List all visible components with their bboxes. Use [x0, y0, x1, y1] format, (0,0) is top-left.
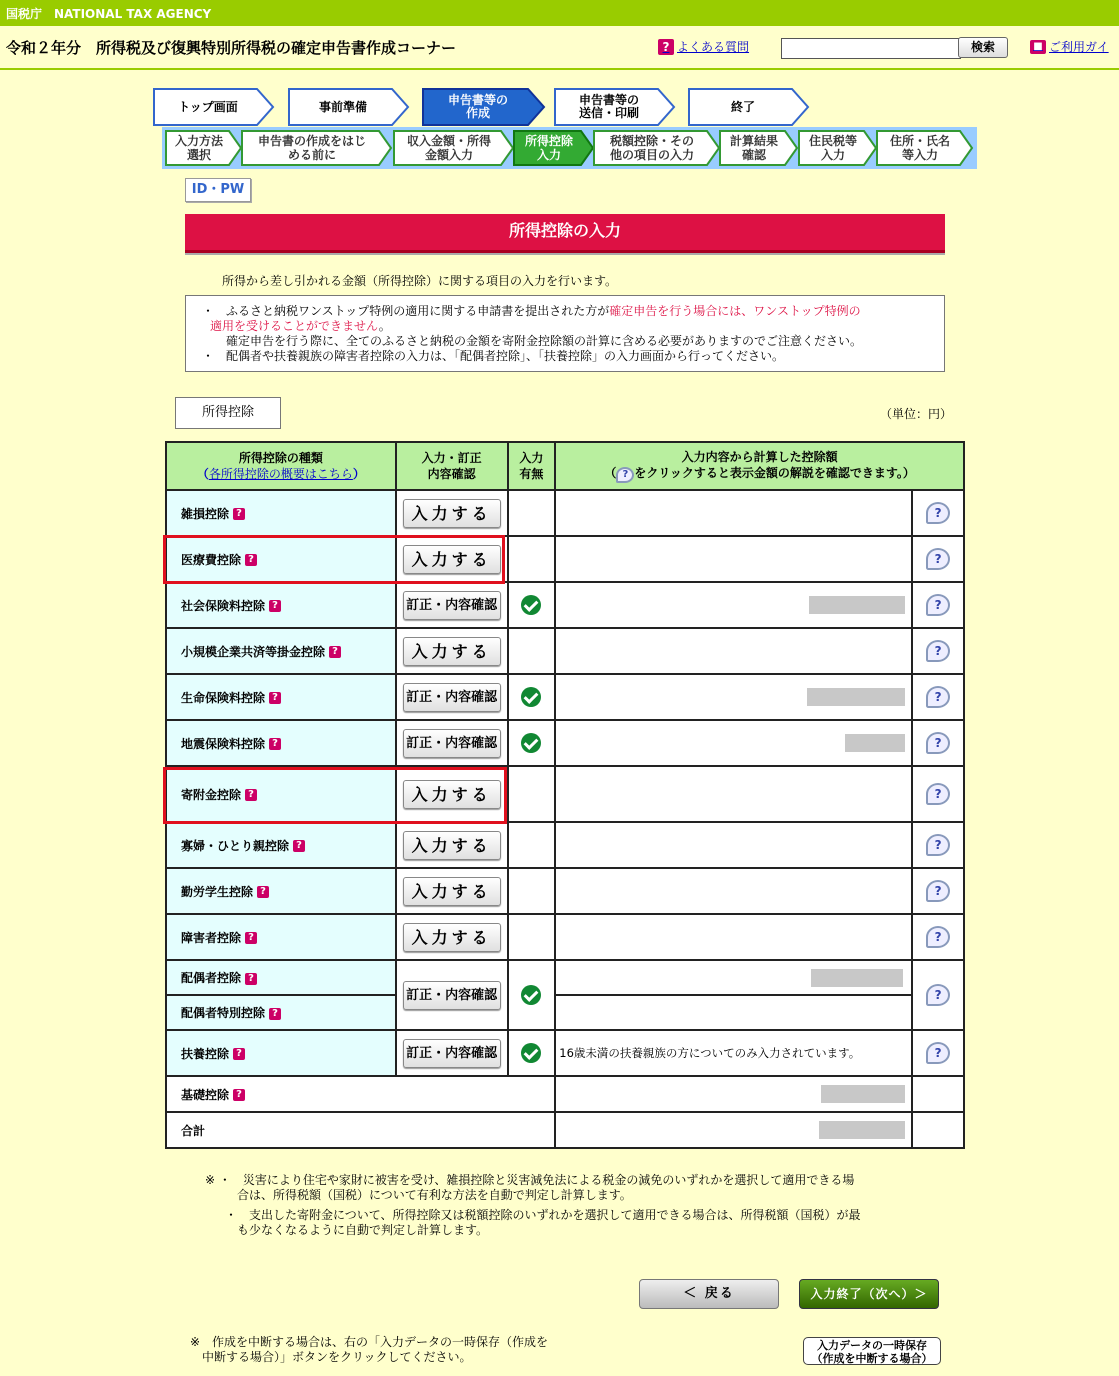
step-label: 申告書等の 送信・印刷	[578, 93, 639, 120]
table-row	[166, 1112, 964, 1148]
step-label: 終了	[730, 99, 755, 114]
row-name: 小規模企業共済等掛金控除 ?	[166, 628, 396, 674]
check-icon	[521, 733, 541, 753]
substep-method: 入力方法 選択	[165, 130, 243, 166]
amount-help-icon[interactable]: ?	[926, 880, 950, 902]
input-button[interactable]: 入力する	[403, 923, 501, 952]
check-icon	[521, 687, 541, 707]
help-icon[interactable]: ?	[293, 840, 305, 852]
substep-before: 申告書の作成をはじ める前に	[241, 130, 393, 166]
input-button[interactable]: 入力する	[403, 637, 501, 666]
step-end	[688, 88, 810, 126]
overview-link[interactable]: 各所得控除の概要はこちら	[208, 467, 353, 481]
row-name: 障害者控除 ?	[166, 914, 396, 960]
back-button[interactable]: ＜ 戻る	[639, 1279, 779, 1309]
step-prep	[288, 88, 410, 126]
highlight-medical	[163, 535, 505, 584]
notice-line: 適用を受けることができません。	[210, 319, 391, 333]
table-row	[166, 822, 964, 868]
table-row	[166, 490, 964, 536]
help-icon[interactable]: ?	[233, 508, 245, 520]
table-row	[166, 720, 964, 766]
input-button[interactable]: 入力する	[403, 499, 501, 528]
row-name: 配偶者控除 ?	[166, 960, 396, 995]
amount-help-icon[interactable]: ?	[926, 783, 950, 805]
guide-label: ご利用ガイ	[1049, 40, 1109, 54]
faq-link[interactable]	[658, 38, 749, 55]
row-name: 基礎控除 ?	[166, 1076, 555, 1112]
highlight-donation	[163, 767, 507, 824]
agency-name: 国税庁 NATIONAL TAX AGENCY	[6, 7, 212, 21]
correct-button[interactable]: 訂正・内容確認	[403, 729, 501, 758]
usage-guide-link[interactable]	[1030, 38, 1109, 55]
check-icon	[521, 595, 541, 615]
dependent-note: 16歳未満の扶養親族の方についてのみ入力されています。	[555, 1030, 912, 1076]
step-label: 申告書等の 作成	[447, 93, 508, 120]
correct-button[interactable]: 訂正・内容確認	[403, 683, 501, 712]
redacted-amount	[807, 688, 905, 706]
substep-deduction: 所得控除 入力	[513, 130, 595, 166]
col-header-status: 入力 有無	[508, 442, 556, 490]
question-icon: ?	[658, 39, 674, 55]
row-name: 寄附金控除 ?	[166, 766, 396, 822]
input-button[interactable]: 入力する	[403, 877, 501, 906]
help-icon[interactable]: ?	[245, 932, 257, 944]
help-icon[interactable]: ?	[269, 692, 281, 704]
step-label: トップ画面	[178, 99, 238, 114]
help-icon[interactable]: ?	[245, 554, 257, 566]
notice-line: 確定申告を行う際に、全てのふるさと納税の金額を寄附金控除額の計算に含める必要がありますのでご注意ください。	[226, 334, 863, 348]
input-button[interactable]: 入力する	[403, 780, 501, 809]
row-name: 生命保険料控除 ?	[166, 674, 396, 720]
input-button[interactable]: 入力する	[403, 831, 501, 860]
row-name: 社会保険料控除 ?	[166, 582, 396, 628]
help-icon[interactable]: ?	[269, 1008, 281, 1020]
help-icon[interactable]: ?	[257, 886, 269, 898]
id-pw-button[interactable]: ID・PW	[185, 178, 251, 202]
search-button[interactable]: 検索	[958, 37, 1008, 58]
next-button[interactable]: 入力終了（次へ）＞	[799, 1279, 939, 1309]
help-icon[interactable]: ?	[269, 600, 281, 612]
table-row	[166, 1030, 964, 1076]
title-bar	[0, 26, 1119, 70]
table-header-row	[166, 442, 964, 490]
row-name: 配偶者特別控除 ?	[166, 995, 396, 1030]
row-name: 勤労学生控除 ?	[166, 868, 396, 914]
table-row	[166, 1076, 964, 1112]
correct-button[interactable]: 訂正・内容確認	[403, 981, 501, 1010]
redacted-amount	[821, 1085, 905, 1103]
col-header-amount: 入力内容から計算した控除額 （ ? をクリックすると表示金額の解説を確認できます。）	[555, 442, 964, 490]
amount-help-icon[interactable]: ?	[926, 640, 950, 662]
table-row	[166, 582, 964, 628]
substep-income: 収入金額・所得 金額入力	[393, 130, 515, 166]
help-icon[interactable]: ?	[245, 789, 257, 801]
step-send	[554, 88, 676, 126]
redacted-amount	[809, 596, 905, 614]
help-icon[interactable]: ?	[233, 1048, 245, 1060]
help-icon[interactable]: ?	[329, 646, 341, 658]
step-top	[153, 88, 275, 126]
section-heading: 所得控除の入力	[185, 214, 945, 253]
book-icon: ■	[1030, 40, 1046, 54]
help-icon[interactable]: ?	[233, 1089, 245, 1101]
input-button[interactable]: 入力する	[403, 545, 501, 574]
table-row	[166, 914, 964, 960]
row-name: 合計	[166, 1112, 555, 1148]
notice-line: ・ ふるさと納税ワンストップ特例の適用に関する申請書を提出された方が確定申告を行う場合には、ワンストップ特例の	[202, 304, 861, 318]
heading-underline	[185, 253, 945, 255]
redacted-amount	[845, 734, 905, 752]
notice-line: ・ 配偶者や扶養親族の障害者控除の入力は、「配偶者控除」、「扶養控除」の入力画面から行ってください。	[202, 349, 785, 363]
help-bubble-icon: ?	[616, 467, 634, 483]
correct-button[interactable]: 訂正・内容確認	[403, 591, 501, 620]
row-name: 扶養控除 ?	[166, 1030, 396, 1076]
redacted-amount	[819, 1121, 905, 1139]
check-icon	[521, 1043, 541, 1063]
amount-help-icon[interactable]: ?	[926, 548, 950, 570]
substep-result: 計算結果 確認	[719, 130, 799, 166]
substep-address: 住所・氏名 等入力	[876, 130, 974, 166]
substep-bar	[162, 127, 977, 169]
row-name: 雑損控除 ?	[166, 490, 396, 536]
table-row	[166, 995, 964, 1030]
substep-resident: 住民税等 入力	[798, 130, 878, 166]
step-create	[422, 88, 546, 126]
amount-help-icon[interactable]: ?	[926, 594, 950, 616]
unit-label: （単位：円）	[880, 407, 953, 421]
check-icon	[521, 985, 541, 1005]
footnotes: ※ ・ 災害により住宅や家財に被害を受け、雑損控除と災害減免法による税金の減免のいずれかを選択して適用できる場 合は、所得税額（国税）について有利な方法を自動で判定し計算します。 ・ 支出した寄附金について、所得控除又は税額控除のいずれかを選択して適用できる場合は、所得税額（国税）が最 も少なくなるように自動で判定し計算します。	[205, 1173, 861, 1237]
step-label: 事前準備	[318, 99, 367, 114]
suspend-note: ※ 作成を中断する場合は、右の「入力データの一時保存（作成を 中断する場合）」ボタンをクリックしてください。	[190, 1335, 549, 1364]
table-row	[166, 628, 964, 674]
amount-help-icon[interactable]: ?	[926, 984, 950, 1006]
amount-help-icon[interactable]: ?	[926, 686, 950, 708]
search-input[interactable]	[781, 38, 961, 59]
faq-label: よくある質問	[677, 40, 750, 54]
row-name: 寡婦・ひとり親控除 ?	[166, 822, 396, 868]
help-icon[interactable]: ?	[245, 973, 257, 985]
amount-help-icon[interactable]: ?	[926, 834, 950, 856]
amount-help-icon[interactable]: ?	[926, 926, 950, 948]
deduction-tab: 所得控除	[175, 397, 281, 429]
page-title: 令和２年分 所得税及び復興特別所得税の確定申告書作成コーナー	[6, 39, 457, 57]
table-row	[166, 960, 964, 995]
table-row	[166, 674, 964, 720]
col-header-input: 入力・訂正 内容確認	[396, 442, 508, 490]
intro-text: 所得から差し引かれる金額（所得控除）に関する項目の入力を行います。	[222, 274, 618, 288]
row-name: 医療費控除 ?	[166, 536, 396, 582]
row-name: 地震保険料控除 ?	[166, 720, 396, 766]
correct-button[interactable]: 訂正・内容確認	[403, 1039, 501, 1068]
help-icon[interactable]: ?	[269, 738, 281, 750]
notice-box	[185, 295, 945, 372]
redacted-amount	[811, 969, 903, 987]
amount-help-icon[interactable]: ?	[926, 1042, 950, 1064]
agency-bar	[0, 0, 1119, 26]
temp-save-button[interactable]: 入力データの一時保存 （作成を中断する場合）	[803, 1337, 941, 1365]
col-header-type: 所得控除の種類 （各所得控除の概要はこちら）	[166, 442, 396, 490]
amount-help-icon[interactable]: ?	[926, 502, 950, 524]
substep-taxcredit: 税額控除・その 他の項目の入力	[593, 130, 721, 166]
amount-help-icon[interactable]: ?	[926, 732, 950, 754]
table-row	[166, 868, 964, 914]
